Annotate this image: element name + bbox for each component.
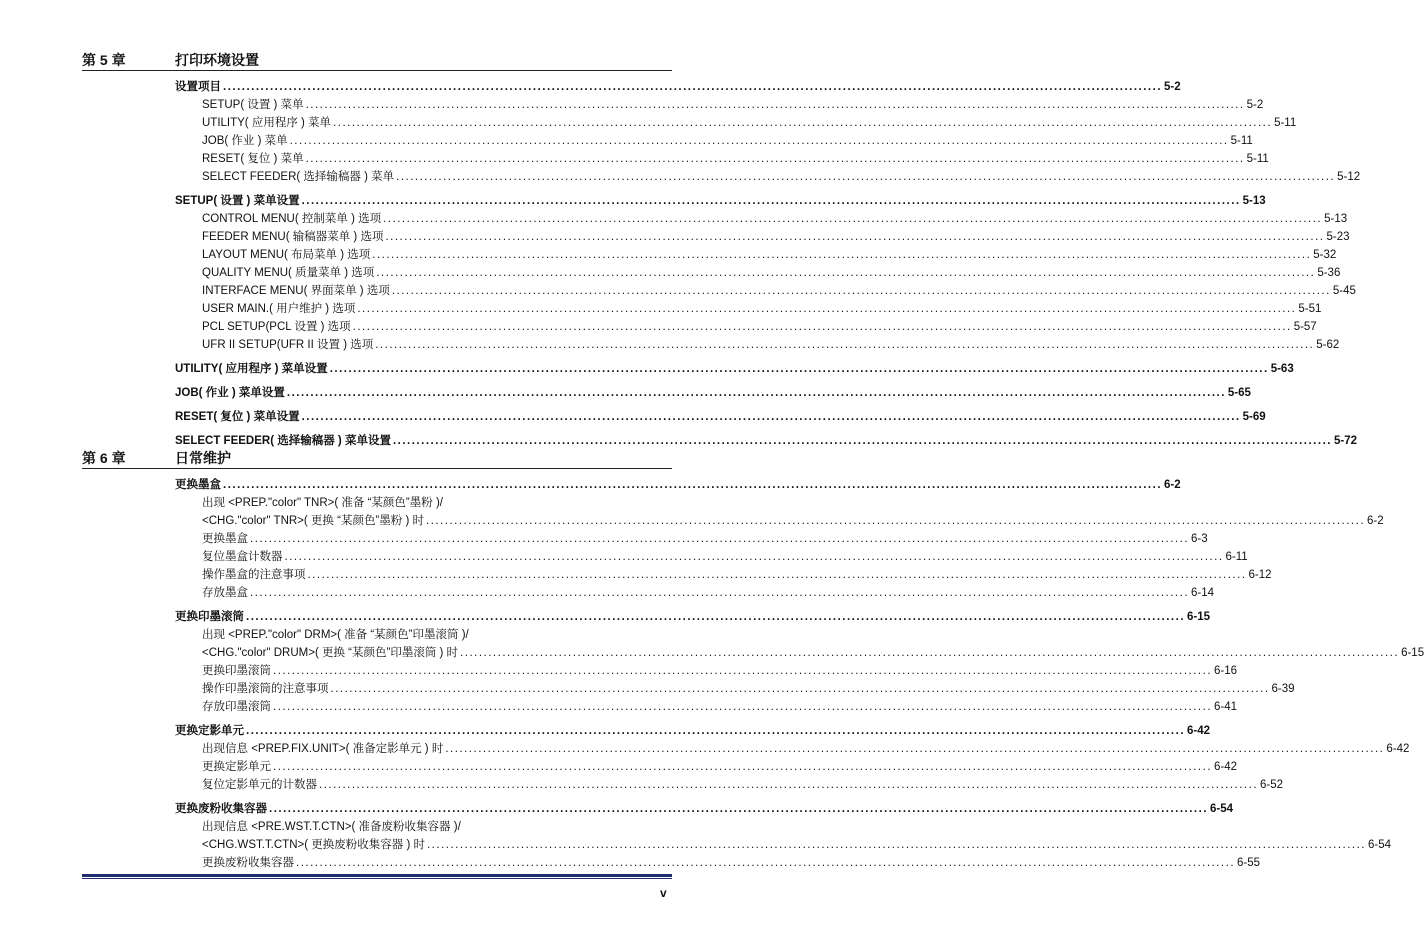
dot-leader: ........................................................................................................................................................................................................	[284, 551, 1224, 563]
toc-item[interactable]	[175, 698, 1238, 716]
toc-item[interactable]	[175, 300, 1322, 318]
toc-page-number: 6-2	[1164, 479, 1181, 491]
dot-leader: ........................................................................................................................................................................................................	[286, 387, 1226, 399]
footer-rule	[82, 874, 672, 877]
toc-entry-label: 更换印墨滚筒	[202, 665, 271, 677]
dot-leader: ........................................................................................................................................................................................................	[426, 515, 1366, 527]
toc-entry-label: 存放印墨滚筒	[202, 701, 271, 713]
dot-leader: ........................................................................................................................................................................................................	[301, 411, 1241, 423]
toc-page-number: 5-2	[1164, 81, 1181, 93]
toc-item[interactable]	[175, 494, 672, 512]
page-number: v	[660, 886, 667, 900]
toc-section[interactable]	[175, 78, 1181, 96]
toc-item[interactable]	[175, 210, 1348, 228]
toc-item[interactable]	[175, 776, 1284, 794]
toc-section[interactable]	[175, 192, 1266, 210]
toc-item[interactable]	[175, 150, 1269, 168]
toc-item[interactable]	[175, 530, 1208, 548]
dot-leader: ........................................................................................................................................................................................................	[246, 611, 1186, 623]
dot-leader: ........................................................................................................................................................................................................	[445, 743, 1385, 755]
dot-leader: ........................................................................................................................................................................................................	[305, 153, 1245, 165]
toc-item-continued[interactable]	[175, 644, 1424, 662]
toc-entry-label: QUALITY MENU( 质量菜单 ) 选项	[202, 267, 375, 279]
toc-item[interactable]	[175, 132, 1253, 150]
dot-leader: ........................................................................................................................................................................................................	[273, 761, 1213, 773]
toc-page-number: 5-13	[1324, 213, 1348, 225]
toc-item[interactable]	[175, 168, 1361, 186]
toc-entry-label: USER MAIN.( 用户维护 ) 选项	[202, 303, 356, 315]
toc-item[interactable]	[175, 566, 1272, 584]
dot-leader: ........................................................................................................................................................................................................	[396, 171, 1336, 183]
toc-page-number: 5-2	[1246, 99, 1264, 111]
toc-page-number: 5-13	[1242, 195, 1266, 207]
toc-page-number: 5-45	[1332, 285, 1356, 297]
chapter-number: 第 5 章	[82, 52, 126, 68]
toc-entry-label: <CHG.WST.T.CTN>( 更换废粉收集容器 ) 时	[202, 839, 425, 851]
toc-entry-label: <CHG."color" TNR>( 更换 “某颜色”墨粉 ) 时	[202, 515, 424, 527]
toc-entry-label: SELECT FEEDER( 选择输稿器 ) 菜单	[202, 171, 395, 183]
toc-entry-label: 更换定影单元	[175, 725, 244, 737]
toc-page-number: 5-57	[1293, 321, 1317, 333]
chapter-number: 第 6 章	[82, 450, 126, 466]
dot-leader: ........................................................................................................................................................................................................	[307, 569, 1247, 581]
toc-page-number: 5-62	[1316, 339, 1340, 351]
toc-item[interactable]	[175, 626, 672, 644]
chapter-rule	[82, 468, 672, 469]
toc-page-number: 5-32	[1313, 249, 1337, 261]
dot-leader: ........................................................................................................................................................................................................	[375, 339, 1315, 351]
toc-entry-label: 更换墨盒	[175, 479, 221, 491]
toc-entry-label: UTILITY( 应用程序 ) 菜单设置	[175, 363, 328, 375]
toc-entry-label: 设置项目	[175, 81, 221, 93]
toc-item[interactable]	[175, 114, 1297, 132]
toc-item[interactable]	[175, 228, 1350, 246]
toc-section[interactable]	[175, 608, 1211, 626]
toc-page-number: 6-41	[1214, 701, 1238, 713]
toc-page-number: 5-72	[1333, 435, 1357, 447]
toc-section[interactable]	[175, 800, 1234, 818]
toc-entry-label: 更换废粉收集容器	[175, 803, 267, 815]
toc-entry-label: LAYOUT MENU( 布局菜单 ) 选项	[202, 249, 371, 261]
toc-section[interactable]	[175, 384, 1251, 402]
dot-leader: ........................................................................................................................................................................................................	[385, 231, 1325, 243]
toc-item[interactable]	[175, 584, 1215, 602]
dot-leader: ........................................................................................................................................................................................................	[376, 267, 1316, 279]
toc-page-number: 5-11	[1230, 135, 1253, 147]
toc-item[interactable]	[175, 96, 1264, 114]
chapter-title: 日常维护	[175, 450, 231, 466]
dot-leader: ........................................................................................................................................................................................................	[333, 117, 1273, 129]
chapter-header	[82, 448, 672, 470]
toc-page-number: 6-42	[1386, 743, 1410, 755]
toc-page-number: 6-15	[1187, 611, 1211, 623]
toc-page-number: 6-54	[1368, 839, 1392, 851]
toc-entry-label: INTERFACE MENU( 界面菜单 ) 选项	[202, 285, 390, 297]
dot-leader: ........................................................................................................................................................................................................	[296, 857, 1236, 869]
toc-section[interactable]	[175, 476, 1181, 494]
dot-leader: ........................................................................................................................................................................................................	[223, 81, 1163, 93]
dot-leader: ........................................................................................................................................................................................................	[301, 195, 1241, 207]
chapter-5	[82, 50, 1361, 450]
toc-entry-label: PCL SETUP(PCL 设置 ) 选项	[202, 321, 351, 333]
dot-leader: ........................................................................................................................................................................................................	[372, 249, 1312, 261]
toc-page-number: 6-55	[1237, 857, 1261, 869]
dot-leader: ........................................................................................................................................................................................................	[392, 435, 1332, 447]
toc-entry-label: RESET( 复位 ) 菜单设置	[175, 411, 300, 423]
toc-item-continued[interactable]	[175, 836, 1392, 854]
chapter-header	[82, 50, 672, 72]
footer-thin-rule	[82, 878, 672, 879]
toc-list	[175, 78, 1361, 450]
toc-page-number: 6-42	[1187, 725, 1211, 737]
toc-entry-label: <CHG."color" DRUM>( 更换 “某颜色”印墨滚筒 ) 时	[202, 647, 459, 659]
toc-entry-label: RESET( 复位 ) 菜单	[202, 153, 304, 165]
dot-leader: ........................................................................................................................................................................................................	[330, 683, 1270, 695]
dot-leader: ........................................................................................................................................................................................................	[352, 321, 1292, 333]
toc-item[interactable]	[175, 662, 1238, 680]
toc-entry-label: 更换废粉收集容器	[202, 857, 294, 869]
dot-leader: ........................................................................................................................................................................................................	[246, 725, 1186, 737]
toc-page-number: 5-65	[1227, 387, 1251, 399]
toc-item[interactable]	[175, 818, 672, 836]
toc-list	[175, 476, 1424, 872]
dot-leader: ........................................................................................................................................................................................................	[250, 587, 1190, 599]
toc-entry-label: 出现 <PREP."color" DRM>( 准备 “某颜色”印墨滚筒 )/	[202, 629, 469, 641]
toc-page-number: 6-2	[1367, 515, 1384, 527]
chapter-title: 打印环境设置	[175, 52, 259, 68]
toc-entry-label: JOB( 作业 ) 菜单设置	[175, 387, 285, 399]
toc-entry-label: 复位墨盒计数器	[202, 551, 283, 563]
toc-page-number: 6-42	[1214, 761, 1238, 773]
dot-leader: ........................................................................................................................................................................................................	[357, 303, 1297, 315]
toc-item[interactable]	[175, 758, 1238, 776]
toc-page-number: 6-3	[1191, 533, 1208, 545]
toc-entry-label: 复位定影单元的计数器	[202, 779, 317, 791]
dot-leader: ........................................................................................................................................................................................................	[305, 99, 1245, 111]
toc-page-number: 5-12	[1337, 171, 1361, 183]
toc-page-number: 5-11	[1246, 153, 1269, 165]
toc-entry-label: 更换墨盒	[202, 533, 248, 545]
dot-leader: ........................................................................................................................................................................................................	[223, 479, 1163, 491]
toc-page-number: 5-63	[1270, 363, 1294, 375]
toc-page-number: 5-36	[1317, 267, 1341, 279]
dot-leader: ........................................................................................................................................................................................................	[273, 665, 1213, 677]
toc-entry-label: CONTROL MENU( 控制菜单 ) 选项	[202, 213, 382, 225]
dot-leader: ........................................................................................................................................................................................................	[289, 135, 1229, 147]
toc-section[interactable]	[175, 408, 1266, 426]
toc-page-number: 5-11	[1274, 117, 1297, 129]
dot-leader: ........................................................................................................................................................................................................	[426, 839, 1366, 851]
toc-page-number: 6-14	[1191, 587, 1215, 599]
toc-entry-label: 出现信息 <PRE.WST.T.CTN>( 准备废粉收集容器 )/	[202, 821, 461, 833]
toc-item[interactable]	[175, 318, 1317, 336]
toc-entry-label: FEEDER MENU( 输稿器菜单 ) 选项	[202, 231, 384, 243]
dot-leader: ........................................................................................................................................................................................................	[273, 701, 1213, 713]
toc-item-continued[interactable]	[175, 512, 1384, 530]
dot-leader: ........................................................................................................................................................................................................	[269, 803, 1209, 815]
toc-page-number: 6-54	[1210, 803, 1234, 815]
toc-item[interactable]	[175, 336, 1340, 354]
dot-leader: ........................................................................................................................................................................................................	[460, 647, 1400, 659]
toc-entry-label: UFR II SETUP(UFR II 设置 ) 选项	[202, 339, 374, 351]
chapter-rule	[82, 70, 672, 71]
toc-item[interactable]	[175, 854, 1261, 872]
toc-page-number: 6-11	[1225, 551, 1248, 563]
chapter-6	[82, 448, 1424, 872]
toc-entry-label: 更换定影单元	[202, 761, 271, 773]
toc-page-number: 5-23	[1326, 231, 1350, 243]
dot-leader: ........................................................................................................................................................................................................	[250, 533, 1190, 545]
toc-entry-label: 操作墨盒的注意事项	[202, 569, 306, 581]
toc-entry-label: JOB( 作业 ) 菜单	[202, 135, 288, 147]
toc-entry-label: SETUP( 设置 ) 菜单设置	[175, 195, 300, 207]
toc-item[interactable]	[175, 548, 1248, 566]
toc-entry-label: UTILITY( 应用程序 ) 菜单	[202, 117, 332, 129]
toc-entry-label: SETUP( 设置 ) 菜单	[202, 99, 304, 111]
toc-entry-label: SELECT FEEDER( 选择输稿器 ) 菜单设置	[175, 435, 391, 447]
toc-entry-label: 操作印墨滚筒的注意事项	[202, 683, 329, 695]
toc-entry-label: 出现信息 <PREP.FIX.UNIT>( 准备定影单元 ) 时	[202, 743, 444, 755]
toc-item[interactable]	[175, 282, 1356, 300]
toc-item[interactable]	[175, 680, 1295, 698]
toc-page-number: 6-16	[1214, 665, 1238, 677]
toc-entry-label: 存放墨盒	[202, 587, 248, 599]
toc-entry-label: 出现 <PREP."color" TNR>( 准备 “某颜色”墨粉 )/	[202, 497, 443, 509]
toc-page-number: 5-69	[1242, 411, 1266, 423]
toc-page-number: 6-15	[1401, 647, 1424, 659]
toc-section[interactable]	[175, 722, 1211, 740]
dot-leader: ........................................................................................................................................................................................................	[319, 779, 1259, 791]
toc-page-number: 5-51	[1298, 303, 1322, 315]
toc-item[interactable]	[175, 264, 1341, 282]
dot-leader: ........................................................................................................................................................................................................	[383, 213, 1323, 225]
toc-page-number: 6-52	[1260, 779, 1284, 791]
toc-page-number: 6-12	[1248, 569, 1272, 581]
toc-page-number: 6-39	[1271, 683, 1295, 695]
dot-leader: ........................................................................................................................................................................................................	[329, 363, 1269, 375]
dot-leader: ........................................................................................................................................................................................................	[391, 285, 1331, 297]
toc-item[interactable]	[175, 246, 1337, 264]
toc-item[interactable]	[175, 740, 1410, 758]
toc-entry-label: 更换印墨滚筒	[175, 611, 244, 623]
toc-section[interactable]	[175, 360, 1294, 378]
